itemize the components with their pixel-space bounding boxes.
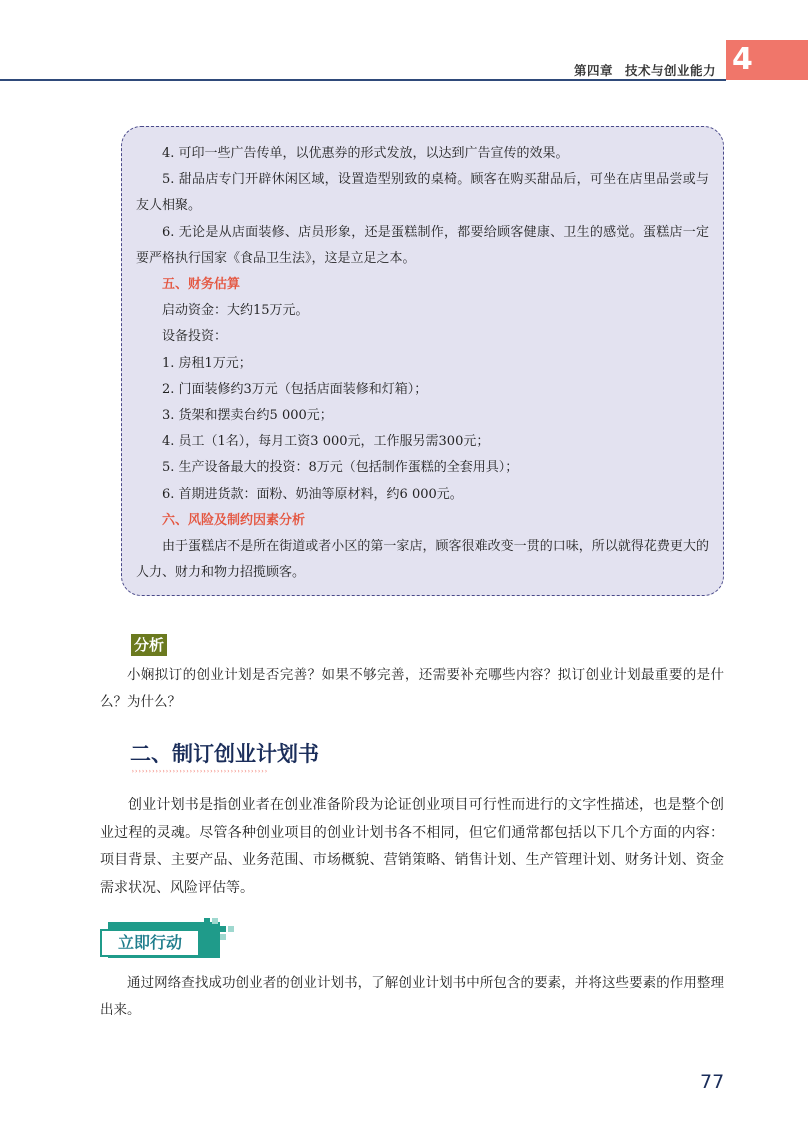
chapter-label: 第四章 xyxy=(573,63,613,78)
case-line: 启动资金：大约15万元。 xyxy=(162,303,309,319)
header-rule xyxy=(0,79,726,81)
analysis-paragraph: 小娴拟订的创业计划是否完善？如果不够完善，还需要补充哪些内容？拟订创业计划最重要的是什么？为什么？ xyxy=(100,667,724,710)
decor-square xyxy=(204,918,210,924)
action-text xyxy=(100,970,724,1024)
case-line: 5. 甜品店专门开辟休闲区域，设置造型别致的桌椅。顾客在购买甜品后，可坐在店里品尝或与友人相聚。 xyxy=(136,172,709,214)
decor-square xyxy=(220,926,226,932)
chapter-number: 4 xyxy=(732,42,753,77)
case-line: 1. 房租1万元； xyxy=(162,355,252,371)
case-line: 4. 可印一些广告传单，以优惠券的形式发放，以达到广告宣传的效果。 xyxy=(162,146,569,161)
body-paragraph: 创业计划书是指创业者在创业准备阶段为论证创业项目可行性而进行的文字性描述，也是整个创业过程的灵魂。尽管各种创业项目的创业计划书各不相同，但它们通常都包括以下几个方面的内容：项目背景、主要产品、业务范围、市场概貌、营销策略、销售计划、生产管理计划、财务计划、资金需求状况、风险评估等。 xyxy=(100,797,724,896)
case-line: 6. 无论是从店面装修、店员形象，还是蛋糕制作，都要给顾客健康、卫生的感觉。蛋糕店一定要严格执行国家《食品卫生法》，这是立足之本。 xyxy=(136,224,709,266)
running-header xyxy=(574,61,716,79)
action-badge: 立即行动 xyxy=(100,929,200,957)
section-body xyxy=(100,792,724,902)
decor-square xyxy=(212,918,218,924)
case-line: 6. 首期进货款：面粉、奶油等原材料，约6 000元。 xyxy=(162,486,463,502)
case-line: 3. 货架和摆卖台约5 000元； xyxy=(162,408,333,424)
case-box xyxy=(121,126,724,596)
analysis-text xyxy=(100,662,724,716)
action-paragraph: 通过网络查找成功创业者的创业计划书，了解创业计划书中所包含的要素，并将这些要素的作用整理出来。 xyxy=(100,975,724,1018)
case-line: 4. 员工（1名），每月工资3 000元，工作服另需300元； xyxy=(162,434,490,450)
analysis-tag: 分析 xyxy=(131,634,167,656)
decor-square xyxy=(220,934,226,940)
case-subheading: 六、风险及制约因素分析 xyxy=(162,512,306,528)
case-line: 5. 生产设备最大的投资：8万元（包括制作蛋糕的全套用具）； xyxy=(162,460,519,476)
case-line: 设备投资： xyxy=(162,329,228,345)
chapter-title: 技术与创业能力 xyxy=(624,63,716,78)
decor-square xyxy=(212,942,218,948)
case-line: 2. 门面装修约3万元（包括店面装修和灯箱）； xyxy=(162,381,428,397)
decor-square xyxy=(228,926,234,932)
case-subheading: 五、财务估算 xyxy=(162,277,241,293)
page-number: 77 xyxy=(700,1071,725,1093)
section-title: 二、制订创业计划书 xyxy=(130,742,319,766)
case-line: 由于蛋糕店不是所在街道或者小区的第一家店，顾客很难改变一贯的口味，所以就得花费更大的人力、财力和物力招揽顾客。 xyxy=(136,539,709,581)
section-underline: ›››››››››››››››››››››››››››››››››››››››› xyxy=(131,768,268,775)
